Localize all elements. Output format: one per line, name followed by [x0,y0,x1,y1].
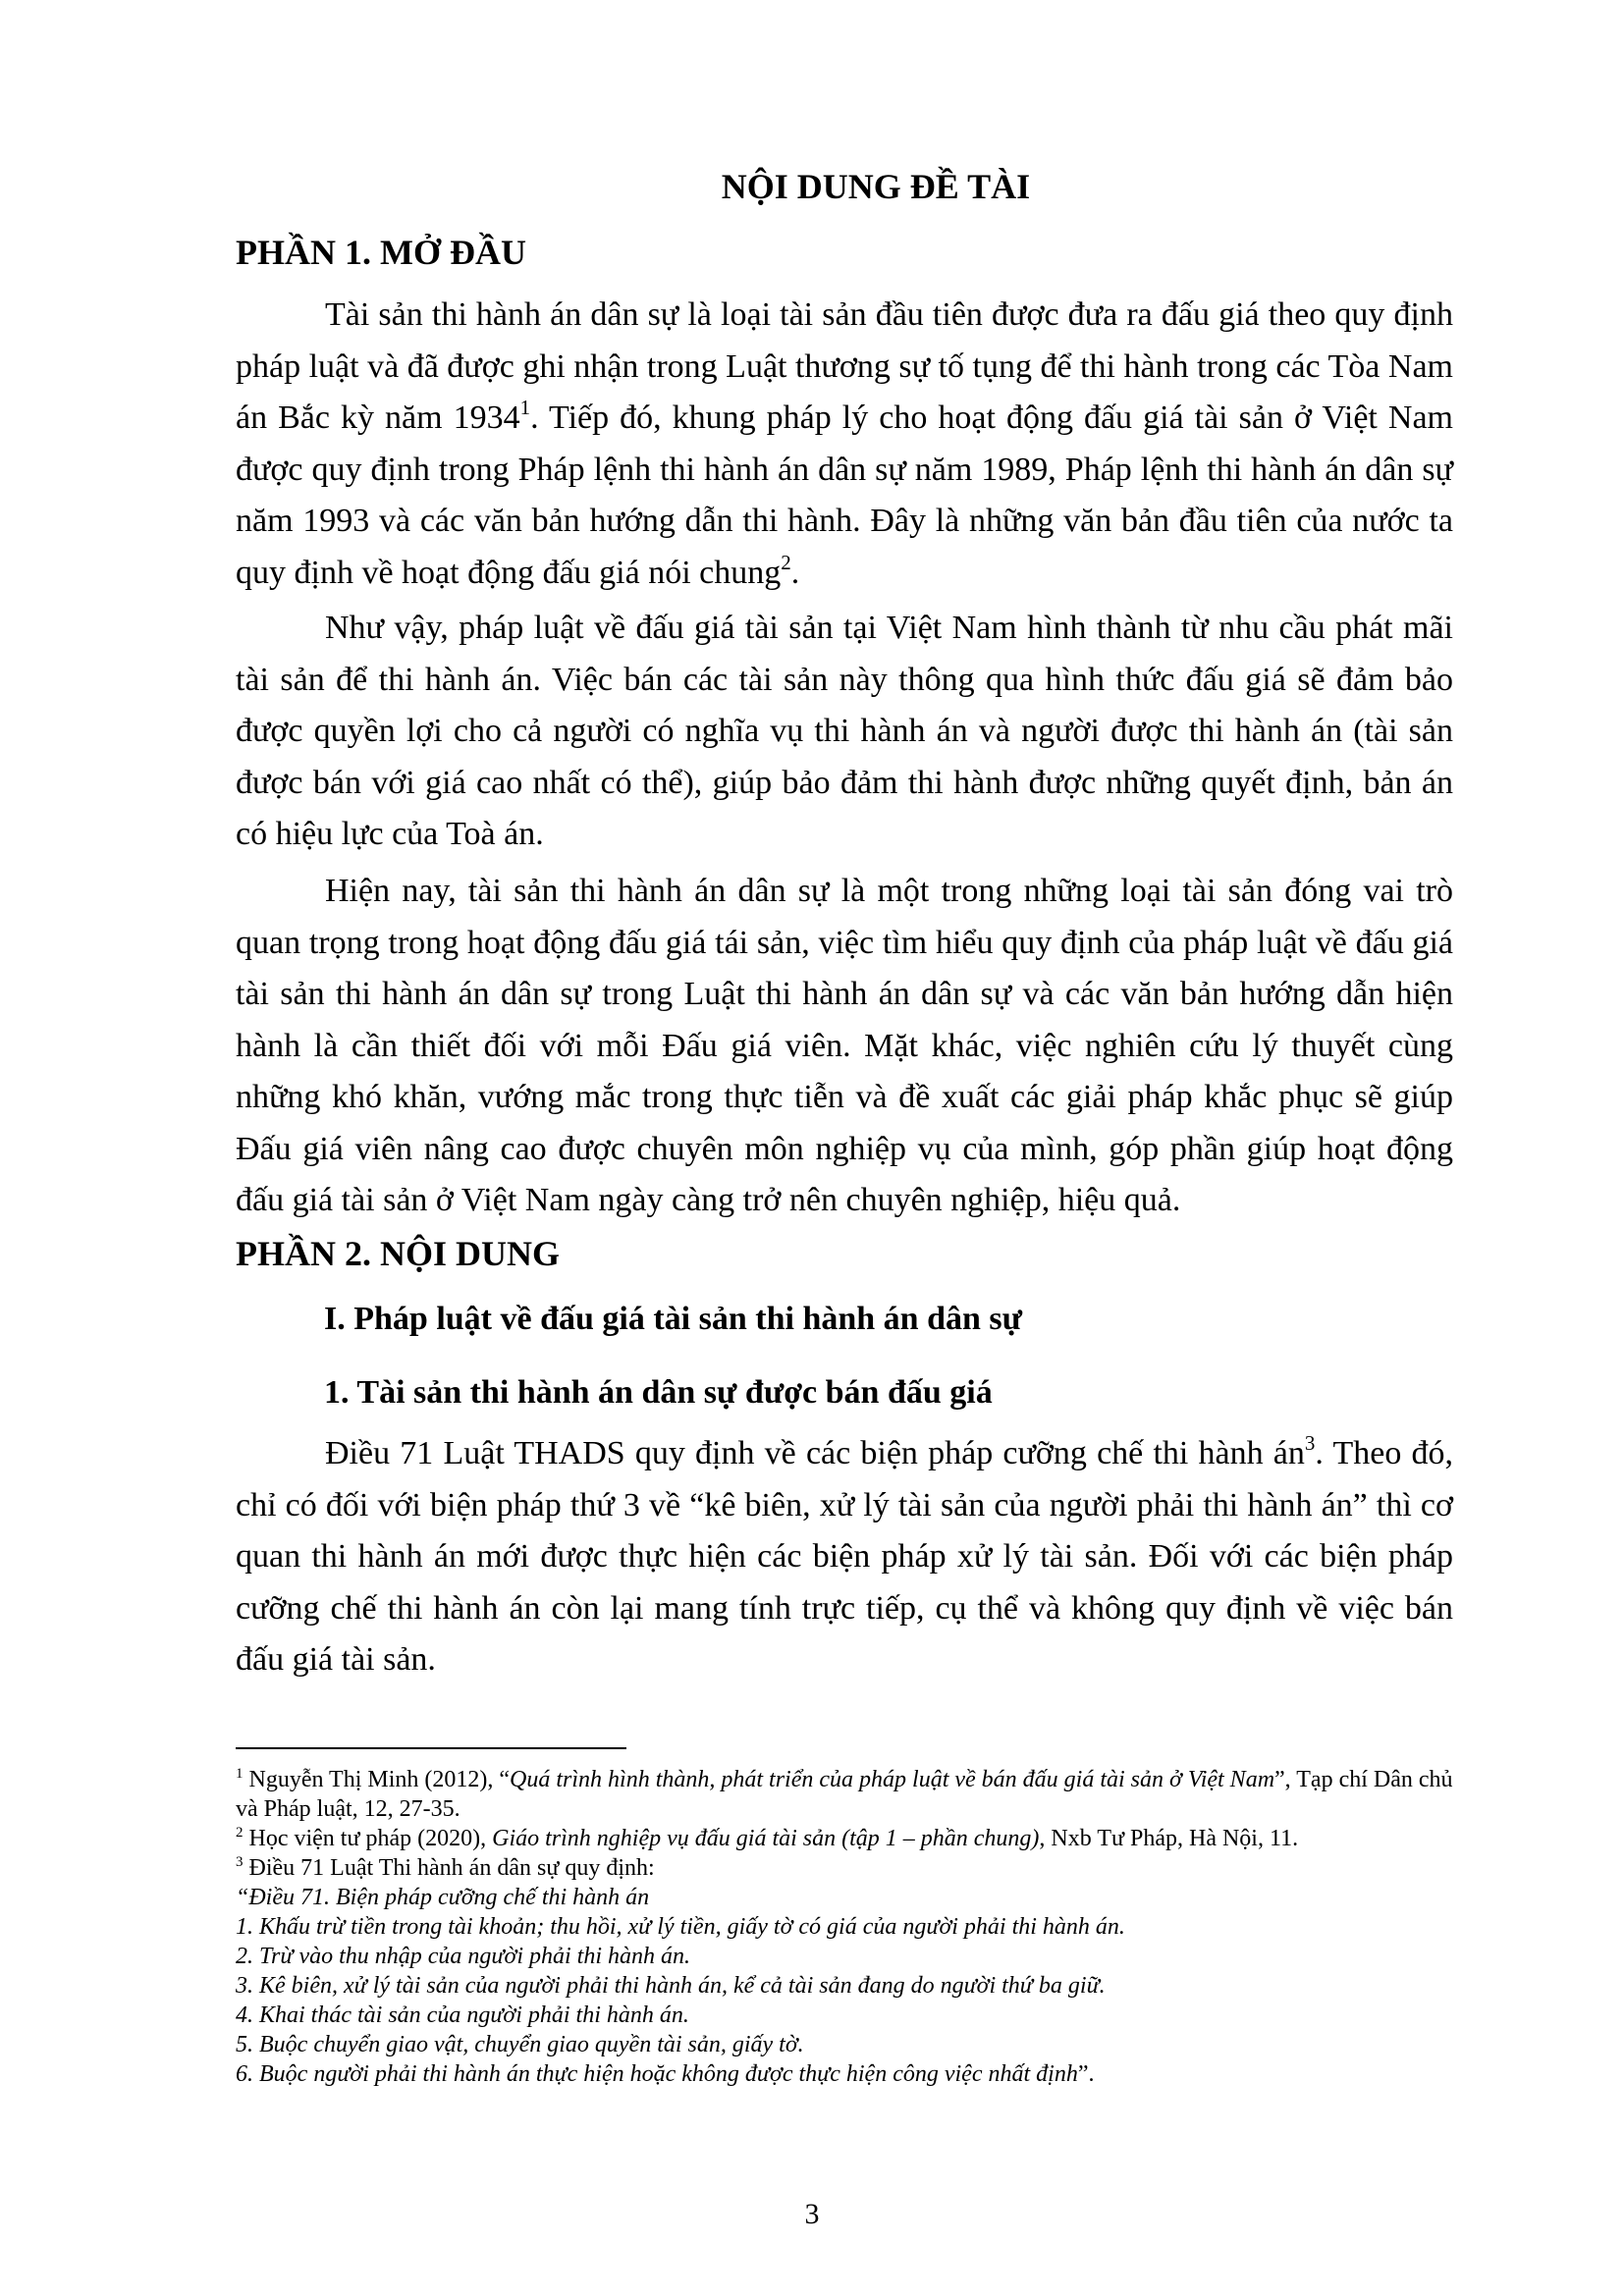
footnote-number: 2 [236,1825,244,1841]
footnote-3-line: 2. Trừ vào thu nhập của người phải thi hành án. [236,1944,690,1969]
text-run: Điều 71 Luật THADS quy định về các biện pháp cưỡng chế thi hành án [325,1435,1305,1471]
text-run: Học viện tư pháp (2020), [243,1826,493,1851]
footnote-3-line: 3. Kê biên, xử lý tài sản của người phải thi hành án, kể cả tài sản đang do người thứ ba giữ. [236,1973,1106,1999]
footnote-3-line: 5. Buộc chuyển giao vật, chuyển giao quyền tài sản, giấy tờ. [236,2032,804,2057]
text-run: ”. [1077,2061,1095,2087]
footnote-3 [236,1853,1453,1883]
footnote-1 [236,1765,1453,1824]
footnote-ref-3: 3 [1304,1431,1316,1455]
footnote-number: 1 [236,1766,244,1782]
text-run: . Tiếp đó, khung pháp lý cho hoạt động đấu giá tài sản ở Việt Nam được quy định trong Pháp lệnh thi hành án dân sự năm 1989, Pháp lệnh thi hành án dân sự năm 1993 và các văn bản hướng dẫn thi hành. Đây là những văn bản đầu tiên của nước ta quy định về hoạt động đấu giá nói chung [236,400,1453,591]
text-run: 6. Buộc người phải thi hành án thực hiện hoặc không được thực hiện công việc nhất định [236,2061,1078,2087]
text-run: Nguyễn Thị Minh (2012), “ [243,1767,511,1792]
part1-heading: PHẦN 1. MỞ ĐẦU [236,233,526,272]
footnote-ref-2: 2 [781,550,791,574]
text-run: Điều 71 Luật Thi hành án dân sự quy định: [243,1855,655,1881]
footnote-3-line: “Điều 71. Biện pháp cưỡng chế thi hành án [236,1885,650,1910]
text-run: . [790,554,800,591]
page-number: 3 [804,2198,820,2230]
footnote-2 [236,1824,1453,1853]
document-title: NỘI DUNG ĐỀ TÀI [721,167,1031,206]
subsection-1-heading: 1. Tài sản thi hành án dân sự được bán đấu giá [324,1374,993,1411]
text-run: , Nxb Tư Pháp, Hà Nội, 11. [1039,1826,1299,1851]
text-run: Tài sản thi hành án dân sự là loại tài sản đầu tiên được đưa ra đấu giá theo quy định pháp luật và đã được ghi nhận trong Luật thương sự tố tụng để thi hành trong các Tòa Nam án Bắc kỳ năm 1934 [236,296,1453,436]
part2-paragraph-1 [236,1428,1453,1686]
footnote-3-line: 1. Khấu trừ tiền trong tài khoản; thu hồi, xử lý tiền, giấy tờ có giá của người phải thi hành án. [236,1914,1125,1940]
part2-heading: PHẦN 2. NỘI DUNG [236,1234,560,1273]
footnote-3-line [236,2059,1453,2089]
footnote-ref-1: 1 [519,396,531,419]
footnote-1-title: Quá trình hình thành, phát triển của pháp luật về bán đấu giá tài sản ở Việt Nam [510,1767,1275,1792]
footnote-separator [236,1747,626,1749]
footnote-2-title: Giáo trình nghiệp vụ đấu giá tài sản (tập 1 – phần chung) [492,1826,1040,1851]
part1-paragraph-3: Hiện nay, tài sản thi hành án dân sự là một trong những loại tài sản đóng vai trò quan trọng trong hoạt động đấu giá tái sản, việc tìm hiểu quy định của pháp luật về đấu giá tài sản thi hành án dân sự trong Luật thi hành án dân sự và các văn bản hướng dẫn hiện hành là cần thiết đối với mỗi Đấu giá viên. Mặt khác, việc nghiên cứu lý thuyết cùng những khó khăn, vướng mắc trong thực tiễn và đề xuất các giải pháp khắc phục sẽ giúp Đấu giá viên nâng cao được chuyên môn nghiệp vụ của mình, góp phần giúp hoạt động đấu giá tài sản ở Việt Nam ngày càng trở nên chuyên nghiệp, hiệu quả. [236,873,1453,1218]
footnote-3-line: 4. Khai thác tài sản của người phải thi hành án. [236,2002,689,2028]
text-run: . Theo đó, chỉ có đối với biện pháp thứ 3 về “kê biên, xử lý tài sản của người phải thi hành án” thì cơ quan thi hành án mới được thực hiện các biện pháp xử lý tài sản. Đối với các biện pháp cưỡng chế thi hành án còn lại mang tính trực tiếp, cụ thể và không quy định về việc bán đấu giá tài sản. [236,1435,1454,1678]
footnotes [236,1765,1453,2089]
part1-paragraph-1 [236,290,1453,599]
text-run: ”, Tạp chí Dân chủ và Pháp luật, 12, 27-35. [236,1767,1453,1822]
section-1-heading: I. Pháp luật về đấu giá tài sản thi hành án dân sự [324,1301,1023,1337]
footnote-number: 3 [236,1854,244,1870]
part1-paragraph-2: Như vậy, pháp luật về đấu giá tài sản tại Việt Nam hình thành từ nhu cầu phát mãi tài sản để thi hành án. Việc bán các tài sản này thông qua hình thức đấu giá sẽ đảm bảo được quyền lợi cho cả người có nghĩa vụ thi hành án và người được thi hành án (tài sản được bán với giá cao nhất có thể), giúp bảo đảm thi hành được những quyết định, bản án có hiệu lực của Toà án. [236,610,1453,852]
